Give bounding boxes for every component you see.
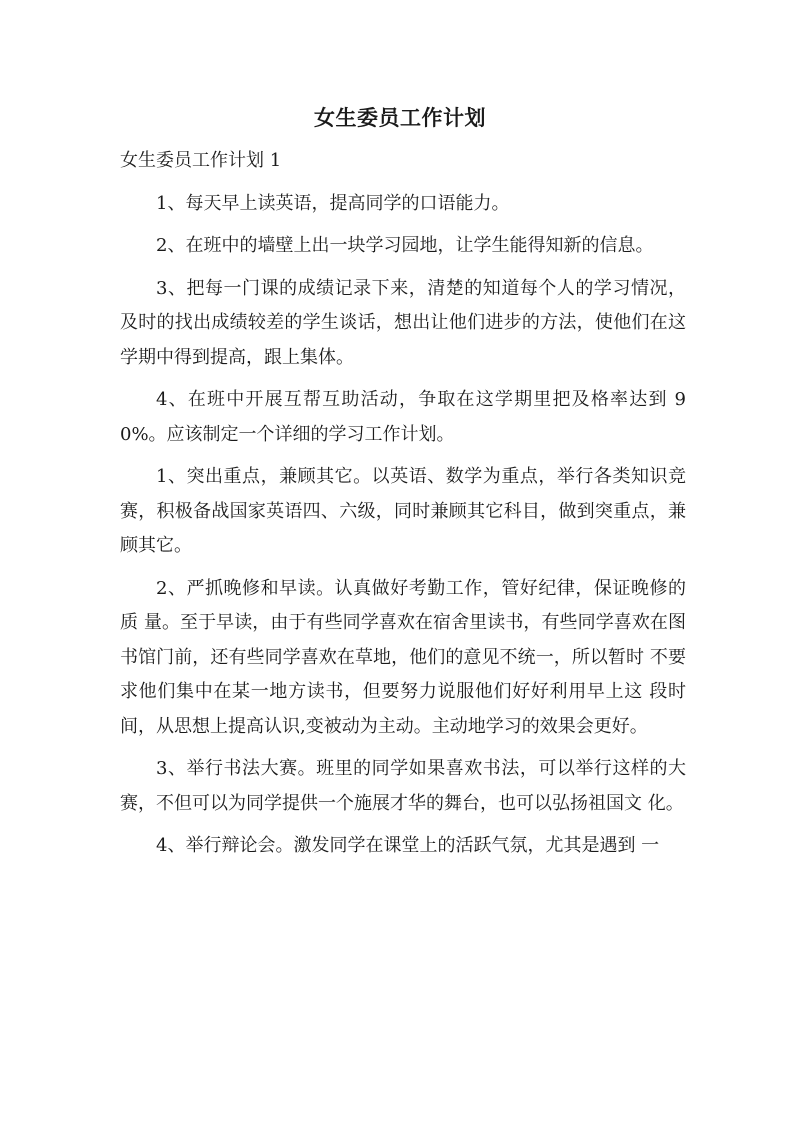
- paragraph-5: 1、突出重点，兼顾其它。以英语、数学为重点，举行各类知识竞 赛，积极备战国家英语四、六级，同时兼顾其它科目，做到突重点，兼顾其它。: [120, 466, 686, 556]
- paragraph-2: 2、在班中的墙壁上出一块学习园地，让学生能得知新的信息。: [156, 235, 654, 256]
- paragraph-6: 2、严抓晚修和早读。认真做好考勤工作，管好纪律，保证晚修的质 量。至于早读，由于有些同学喜欢在宿舍里读书，有些同学喜欢在图 书馆门前，还有些同学喜欢在草地，他们的意见不统一，所以暂时 不要求他们集中在某一地方读书，但要努力说服他们好好利用早上这 段时间，从思想上提高认识,变被动为主动。主动地学习的效果会更好。: [120, 577, 686, 737]
- paragraph-7: 3、举行书法大赛。班里的同学如果喜欢书法，可以举行这样的大 赛，不但可以为同学提供一个施展才华的舞台，也可以弘扬祖国文 化。: [120, 758, 686, 814]
- document-subtitle: 女生委员工作计划 1: [120, 150, 282, 171]
- document-title: 女生委员工作计划: [314, 105, 486, 130]
- paragraph-3: 3、把每一门课的成绩记录下来，清楚的知道每个人的学习情况，及时的找出成绩较差的学生谈话，想出让他们进步的方法，使他们在这学期中得到提高，跟上集体。: [120, 277, 686, 368]
- paragraph-8: 4、举行辩论会。激发同学在课堂上的活跃气氛，尤其是遇到 一: [156, 835, 660, 856]
- document-body: [120, 144, 686, 872]
- paragraph-1: 1、每天早上读英语，提高同学的口语能力。: [156, 192, 510, 214]
- paragraph-4: 4、在班中开展互帮互助活动，争取在这学期里把及格率达到 90%。应该制定一个详细的学习工作计划。: [120, 389, 686, 445]
